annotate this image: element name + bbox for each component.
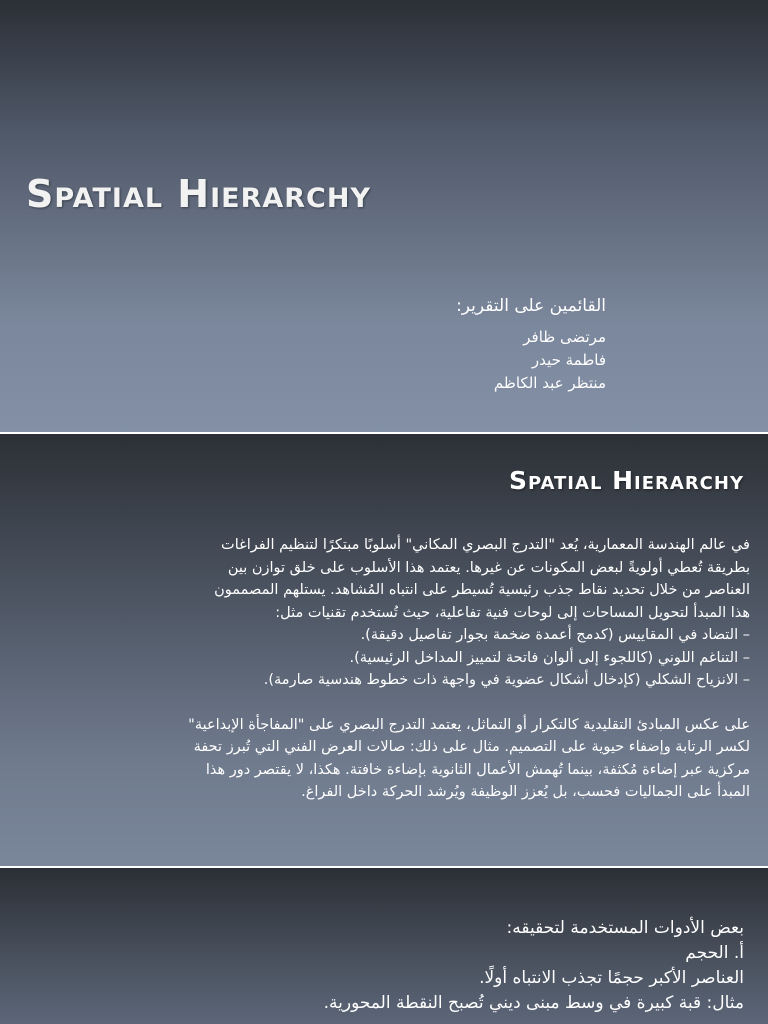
paragraph-line: المبدأ على الجماليات فحسب، بل يُعزز الوظيفة ويُرشد الحركة داخل الفراغ. [301,784,750,800]
presenters-heading: القائمين على التقرير: [456,296,606,316]
paragraph-line: مركزية عبر إضاءة مُكثفة، بينما تُهمش الأعمال الثانوية بإضاءة خافتة. هكذا، لا يقتصر دور هذا [205,761,750,778]
tools-item: أ. الحجم [685,943,744,963]
paragraph-line: في عالم الهندسة المعمارية، يُعد "التدرج البصري المكاني" أسلوبًا مبتكرًا لتنظيم الفراغات [221,537,750,553]
tools-heading: بعض الأدوات المستخدمة لتحقيقه: [506,918,744,938]
presenter-name: فاطمة حيدر [531,351,606,369]
presenter-name: مرتضى ظافر [523,328,606,346]
paragraph-line: بطريقة تُعطي أولويةً لبعض المكونات عن غيرها. يعتمد هذا الأسلوب على خلق توازن بين [227,559,750,576]
bullet-line: – الانزياح الشكلي (كإدخال أشكال عضوية في واجهة ذات خطوط هندسية صارمة). [263,672,750,688]
bullet-line: – التناغم اللوني (كاللجوء إلى ألوان فاتحة لتمييز المداخل الرئيسية). [349,649,750,666]
slide-title [0,0,768,432]
slide-definition [0,434,768,866]
paragraph-line: هذا المبدأ لتحويل المساحات إلى لوحات فنية تفاعلية، حيث تُستخدم تقنيات مثل: [275,604,750,621]
definition-body [90,534,750,804]
slide-tools [0,868,768,1024]
paragraph-line: العناصر من خلال تحديد نقاط جذب رئيسية تُسيطر على انتباه المُشاهد. يستلهم المصممون [214,582,750,598]
paragraph-line: لكسر الرتابة وإضفاء حيوية على التصميم. مثال على ذلك: صالات العرض الفني التي تُبرز تحفة [193,739,750,755]
presenter-name: منتظر عبد الكاظم [493,374,606,392]
paragraph-line: على عكس المبادئ التقليدية كالتكرار أو التماثل، يعتمد التدرج البصري على "المفاجأة الإبداعية" [188,716,750,733]
bullet-line: – التضاد في المقاييس (كدمج أعمدة ضخمة بجوار تفاصيل دقيقة). [360,627,750,643]
tools-line: العناصر الأكبر حجمًا تجذب الانتباه أولًا. [479,968,744,988]
presenters-block [456,296,606,395]
tools-body [44,916,744,1016]
slide-title-heading: Spatial Hierarchy [26,172,372,216]
tools-line: مثال: قبة كبيرة في وسط مبنى ديني تُصبح النقطة المحورية. [323,993,744,1013]
paragraph-gap [90,692,750,714]
slide-definition-heading: Spatial Hierarchy [508,466,744,495]
